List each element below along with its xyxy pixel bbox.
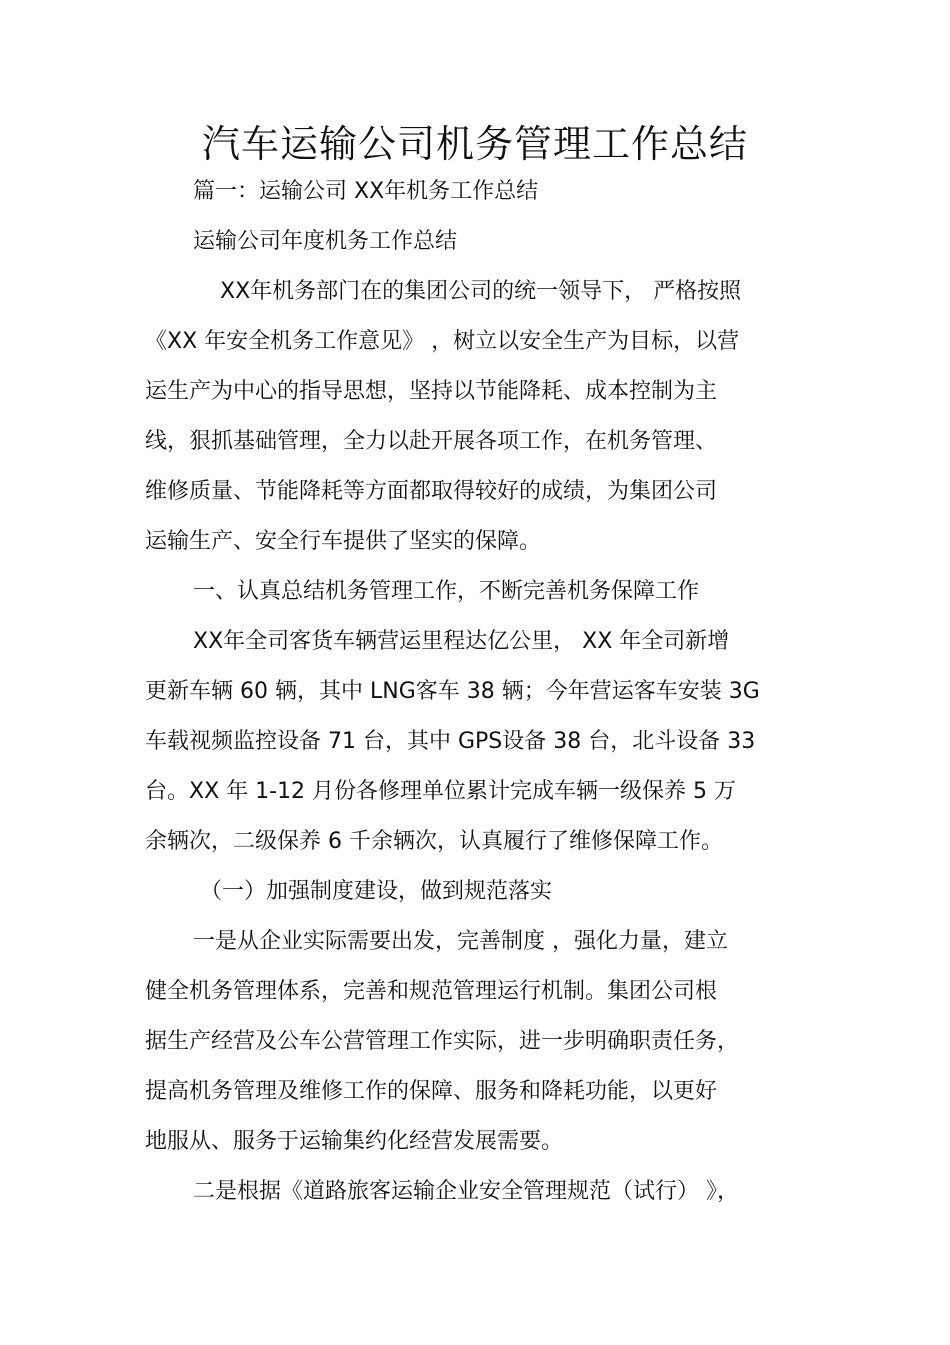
text-line: XX年全司客货车辆营运里程达亿公里， XX 年全司新增 bbox=[193, 629, 730, 654]
text-line: 更新车辆 60 辆，其中 LNG客车 38 辆；今年营运客车安装 3G bbox=[145, 679, 760, 704]
document-title: 汽车运输公司机务管理工作总结 bbox=[201, 122, 748, 166]
text-line: 运输生产、安全行车提供了坚实的保障。 bbox=[145, 529, 542, 554]
text-line: 据生产经营及公车公营管理工作实际，进一步明确职责任务， bbox=[145, 1029, 740, 1054]
text-line: 二是根据《道路旅客运输企业安全管理规范（试行） 》， bbox=[193, 1179, 739, 1204]
text-line: 维修质量、节能降耗等方面都取得较好的成绩，为集团公司 bbox=[145, 479, 718, 504]
text-line: 地服从、服务于运输集约化经营发展需要。 bbox=[145, 1129, 564, 1154]
text-line: 车载视频监控设备 71 台，其中 GPS设备 38 台，北斗设备 33 bbox=[145, 729, 756, 754]
text-line: 提高机务管理及维修工作的保障、服务和降耗功能，以更好 bbox=[145, 1079, 718, 1104]
text-line: 一是从企业实际需要出发，完善制度 ，强化力量，建立 bbox=[193, 929, 728, 954]
text-line: 《XX 年安全机务工作意见》 ，树立以安全生产为目标，以营 bbox=[145, 329, 740, 354]
text-line: 健全机务管理体系，完善和规范管理运行机制。集团公司根 bbox=[145, 979, 718, 1004]
text-line: 运生产为中心的指导思想，坚持以节能降耗、成本控制为主 bbox=[145, 379, 718, 404]
section-heading: 一、认真总结机务管理工作，不断完善机务保障工作 bbox=[193, 579, 700, 604]
subsection-heading: （一）加强制度建设，做到规范落实 bbox=[200, 879, 553, 904]
text-line: 台。XX 年 1-12 月份各修理单位累计完成车辆一级保养 5 万 bbox=[145, 779, 737, 804]
text-line: 运输公司年度机务工作总结 bbox=[193, 229, 458, 254]
text-line: 篇一：运输公司 XX年机务工作总结 bbox=[193, 179, 539, 204]
text-line: 余辆次，二级保养 6 千余辆次，认真履行了维修保障工作。 bbox=[145, 829, 723, 854]
text-line: XX年机务部门在的集团公司的统一领导下， 严格按照 bbox=[220, 279, 742, 304]
text-line: 线，狠抓基础管理，全力以赴开展各项工作，在机务管理、 bbox=[145, 429, 718, 454]
